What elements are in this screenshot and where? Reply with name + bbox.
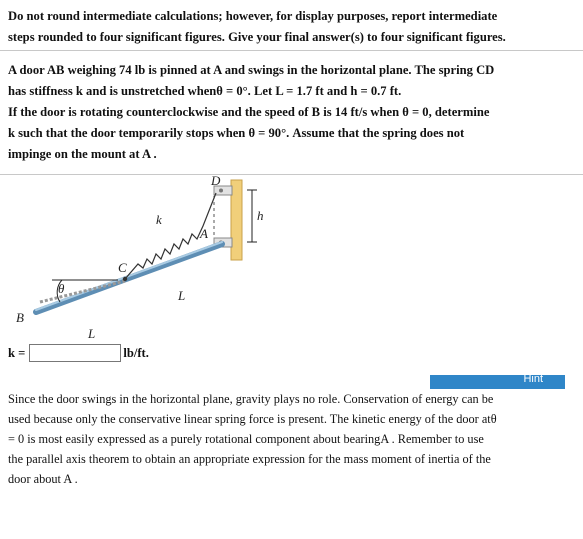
label-d: D [211, 176, 221, 188]
label-a: A [200, 226, 208, 241]
divider [0, 174, 583, 175]
hint-line-5: door about A . [8, 472, 78, 486]
door-spring-diagram [0, 176, 583, 346]
problem-line-4: k such that the door temporarily stops when θ = 90°. Assume that the spring does not [8, 126, 465, 140]
hint-line-4: the parallel axis theorem to obtain an appropriate expression for the mass moment of inertia of the [8, 452, 491, 466]
problem-line-2: has stiffness k and is unstretched whenθ = 0°. Let L = 1.7 ft and h = 0.7 ft. [8, 84, 402, 98]
problem-statement [8, 60, 580, 165]
hint-button[interactable]: Hint [430, 375, 565, 389]
label-h: h [257, 208, 264, 223]
hint-line-2: used because only the conservative linear spring force is present. The kinetic energy of the door atθ [8, 412, 497, 426]
wall-mount [231, 180, 242, 260]
door-ab [36, 244, 222, 312]
answer-row [8, 344, 149, 362]
label-l-upper: L [178, 288, 186, 303]
label-k: k [156, 212, 162, 227]
problem-line-5: impinge on the mount at A . [8, 147, 157, 161]
label-theta: θ [58, 281, 65, 296]
label-b: B [16, 310, 24, 325]
instructions [8, 6, 578, 48]
divider [0, 50, 583, 51]
answer-unit: lb/ft. [123, 345, 149, 360]
door-highlight [36, 242, 222, 310]
hint-line-1: Since the door swings in the horizontal plane, gravity plays no role. Conservation of energy can be [8, 392, 494, 406]
answer-label: k = [8, 345, 26, 360]
problem-line-1: A door AB weighing 74 lb is pinned at A and swings in the horizontal plane. The spring CD [8, 63, 495, 77]
instructions-line-1: Do not round intermediate calculations; however, for display purposes, report intermediate [8, 9, 498, 23]
k-answer-input[interactable] [29, 344, 121, 362]
label-c: C [118, 260, 127, 275]
pin-d [219, 189, 223, 193]
point-c [123, 277, 127, 281]
problem-line-3: If the door is rotating counterclockwise and the speed of B is 14 ft/s when θ = 0, determine [8, 105, 490, 119]
label-l-lower: L [88, 326, 96, 341]
hint-text [8, 389, 568, 489]
instructions-line-2: steps rounded to four significant figures. Give your final answer(s) to four significant figures. [8, 30, 506, 44]
hint-line-3: = 0 is most easily expressed as a purely rotational component about bearingA . Remember to use [8, 432, 484, 446]
